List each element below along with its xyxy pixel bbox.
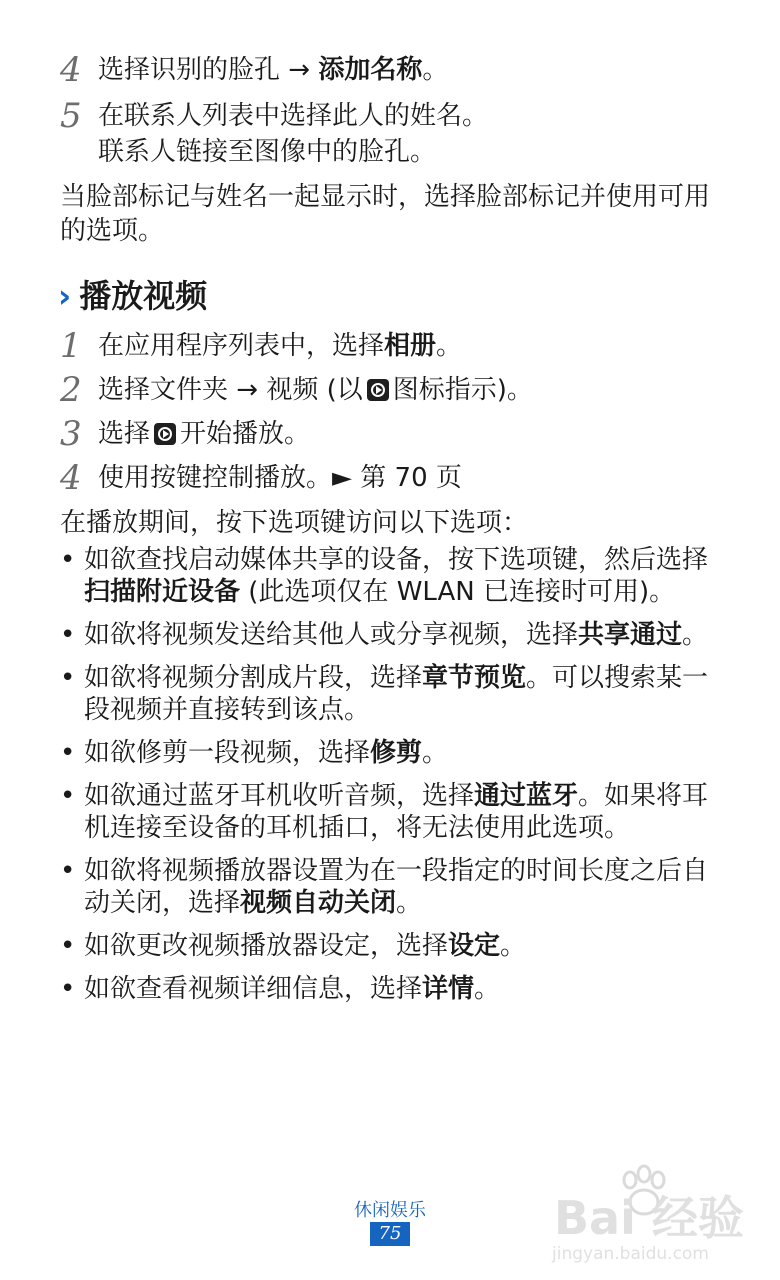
item-tail: 。 — [682, 620, 709, 650]
list-item — [60, 780, 720, 844]
step-text: 使用按键控制播放。► 第 70 页 — [98, 463, 462, 493]
item-text: 如欲将视频分割成片段，选择 — [84, 663, 423, 693]
step-number: 4 — [60, 50, 82, 90]
item-bold: 视频自动关闭 — [240, 888, 397, 918]
item-tail: 。 — [396, 888, 423, 918]
bullet-dot: • — [60, 738, 76, 768]
step-number: 3 — [60, 414, 82, 454]
step-text-line2: 联系人链接至图像中的脸孔。 — [98, 137, 437, 167]
item-text: 如欲将视频播放器设置为在一段指定的时间长度之后自动关闭，选择 — [84, 856, 709, 918]
list-item — [60, 662, 720, 726]
item-text: 如欲查找启动媒体共享的设备，按下选项键，然后选择 — [84, 545, 709, 575]
step-text: 选择 — [98, 419, 151, 449]
item-bold: 通过蓝牙 — [474, 781, 579, 811]
bullet-dot: • — [60, 545, 76, 575]
bullet-dot: • — [60, 974, 76, 1004]
item-bold: 详情 — [422, 974, 475, 1004]
item-bold: 修剪 — [370, 738, 423, 768]
step-1-open-gallery — [60, 328, 720, 364]
step-text: 在联系人列表中选择此人的姓名。 — [98, 101, 489, 131]
bullet-dot: • — [60, 781, 76, 811]
baidu-watermark — [552, 1160, 752, 1270]
item-tail: 。可以搜索某一段视频并直接转到该点。 — [84, 663, 709, 725]
item-bold: 设定 — [448, 931, 501, 961]
item-bold: 章节预览 — [422, 663, 527, 693]
step-number: 2 — [60, 370, 82, 410]
video-play-icon — [154, 423, 176, 445]
item-tail: 。如果将耳机连接至设备的耳机插口，将无法使用此选项。 — [84, 781, 709, 843]
item-text: 如欲通过蓝牙耳机收听音频，选择 — [84, 781, 475, 811]
step-number: 1 — [60, 326, 82, 366]
step-tail: 图标指示)。 — [392, 375, 533, 405]
options-intro: 在播放期间，按下选项键访问以下选项： — [60, 508, 529, 538]
step-4-add-name — [60, 52, 720, 88]
item-tail: 。 — [422, 738, 449, 768]
step-text: 选择文件夹 → 视频 (以 — [98, 375, 363, 405]
chevron-right-icon: › — [58, 277, 72, 315]
list-item — [60, 737, 720, 769]
item-text: 如欲将视频发送给其他人或分享视频，选择 — [84, 620, 579, 650]
bullet-dot: • — [60, 856, 76, 886]
list-item — [60, 544, 720, 608]
step-number: 4 — [60, 458, 82, 498]
watermark-url: jingyan.baidu.com — [552, 1244, 709, 1264]
item-bold: 共享通过 — [578, 620, 683, 650]
list-item — [60, 855, 720, 919]
section-title: 播放视频 — [79, 277, 208, 315]
step-number: 5 — [60, 96, 82, 136]
page-number: 75 — [370, 1222, 410, 1246]
item-tail: 。 — [474, 974, 501, 1004]
face-tag-note: 当脸部标记与姓名一起显示时，选择脸部标记并使用可用的选项。 — [60, 182, 711, 246]
step-text: 在应用程序列表中，选择 — [98, 331, 385, 361]
step-5-select-contact — [60, 98, 720, 170]
item-text: 如欲查看视频详细信息，选择 — [84, 974, 423, 1004]
options-list — [60, 544, 720, 1016]
list-item — [60, 619, 720, 651]
item-tail: (此选项仅在 WLAN 已连接时可用)。 — [240, 577, 676, 607]
item-bold: 扫描附近设备 — [84, 577, 241, 607]
section-heading — [58, 276, 207, 316]
bullet-dot: • — [60, 663, 76, 693]
footer-section-label: 休闲娱乐 — [354, 1200, 426, 1221]
step-3-start-playback — [60, 416, 720, 452]
item-text: 如欲修剪一段视频，选择 — [84, 738, 371, 768]
item-tail: 。 — [500, 931, 527, 961]
step-bold: 添加名称 — [318, 55, 423, 85]
bullet-dot: • — [60, 620, 76, 650]
list-item — [60, 930, 720, 962]
list-item — [60, 973, 720, 1005]
step-4-control-playback — [60, 460, 720, 496]
video-play-icon — [367, 379, 389, 401]
bullet-dot: • — [60, 931, 76, 961]
step-bold: 相册 — [384, 331, 437, 361]
step-text: 选择识别的脸孔 → — [98, 55, 319, 85]
step-tail: 。 — [422, 55, 449, 85]
step-tail: 。 — [436, 331, 463, 361]
step-2-select-folder — [60, 372, 720, 408]
watermark-text: Bai 经验 — [554, 1191, 744, 1245]
step-tail: 开始播放。 — [180, 419, 311, 449]
item-text: 如欲更改视频播放器设定，选择 — [84, 931, 449, 961]
